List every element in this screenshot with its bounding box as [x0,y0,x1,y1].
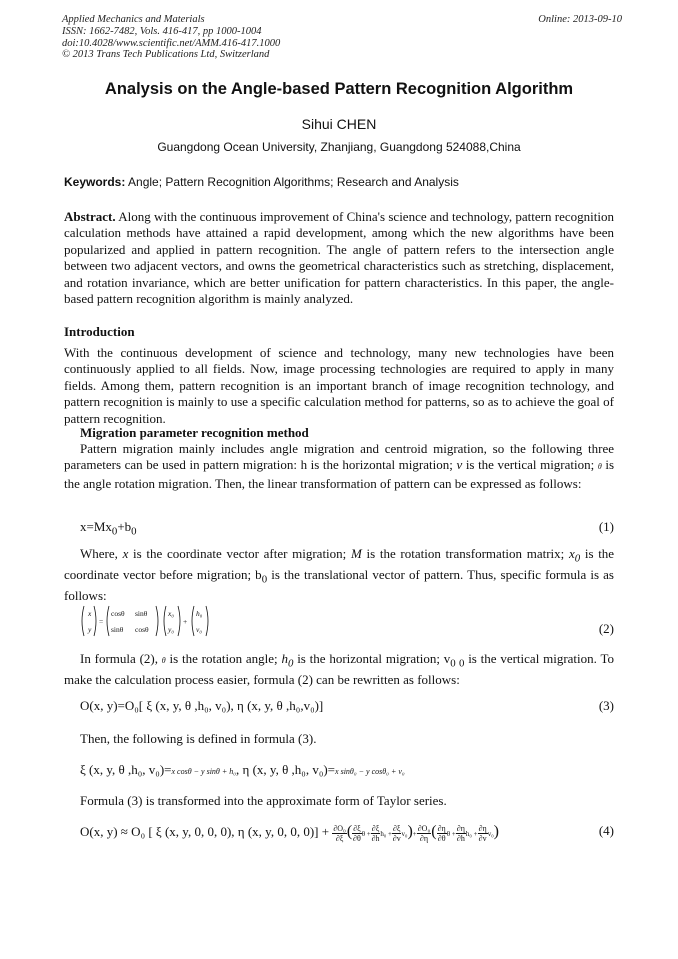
form2-v0-sub: 0 0 [450,657,465,670]
form2-h0: h [281,651,288,666]
paren-left-1 [82,606,84,636]
eq1-number: (1) [598,519,614,534]
paren-right-2 [156,606,158,636]
eqdef-eta: , η (x, y, θ ,h₀, v₀)= [236,762,336,777]
where-c: is the rotation transformation matrix; [366,546,565,561]
abstract-text: Along with the continuous improvement of China's science and technology, pattern recognition calculation methods have attained a rapid development, among which the new algorithms have been popularized and applied in pattern recognition. The angle of pattern refers to the intersection angle between two adjacent vectors, and owns the geometrical characteristics such as stretching, displacement, and rotation invariance, which are better unification for pattern characteristics. In this paper, the angle-based pattern recognition algorithm is mainly analyzed. [64,209,614,307]
taylor-sentence: Formula (3) is transformed into the approximate form of Taylor series. [80,793,447,808]
paper-title: Analysis on the Angle-based Pattern Recognition Algorithm [104,80,574,98]
eq2-h-top: h₀ [196,609,203,618]
paren-right-4 [206,606,208,636]
eq4-frac-dxi-dh: $\frac{\partial\xi}{\partial h}$ [371,823,380,843]
where-d: is the coordinate vector before migration; b [64,546,615,582]
eq4-frac-dxi-dv: $\frac{\partial\xi}{\partial v}$ [392,823,401,843]
eqdef-xi: ξ (x, y, θ ,h₀, v₀)= [80,762,172,777]
eq4-frac-dxi-dtheta: $\frac{\partial\xi}{\partial\theta}$ [353,823,361,843]
var-v: v [456,457,463,473]
eq1-sub: 0 [111,525,118,538]
eq1-sub2: 0 [131,525,137,538]
eq2-m22: cosθ [135,625,149,634]
eq4-paren-close-1: ) [407,823,413,840]
eqdef-eta-rhs: x sinθ₀ − y cosθ₀ + v₀ [335,767,405,776]
var-theta: θ [597,462,602,472]
eq2-m12: sinθ [135,609,148,618]
eq4-paren-open-2: ( [431,823,437,840]
eq4-paren-close-2: ) [493,823,499,840]
online-date: Online: 2013-09-10 [538,14,622,25]
eq4-frac-do-deta: $\frac{\text{∂O₀}}{\partial\eta}$ [417,823,431,843]
keywords [64,175,624,189]
eq2-matrix-svg [80,604,614,640]
author-name: Sihui CHEN [301,116,377,132]
abstract [64,209,614,307]
paren-left-2 [107,606,109,636]
issn-line: ISSN: 1662-7482, Vols. 416-417, pp 1000-1004 [62,25,262,37]
eq4-number: (4) [598,823,614,838]
migration-heading: Migration parameter recognition method [80,425,309,440]
form2-b: is the rotation angle; [169,651,278,666]
keywords-text: Angle; Pattern Recognition Algorithms; Research and Analysis [128,175,459,189]
intro-heading: Introduction [64,324,135,339]
definition-sentence: Then, the following is defined in formula (3). [80,731,317,746]
eq4-frac-deta-dv: $\frac{\partial\eta}{\partial v}$ [478,823,487,843]
eq1-lhs: x=Mx [80,519,112,534]
form2-a: In formula (2), [80,651,158,666]
eq4-paren-open-1: ( [346,823,353,840]
form2-d: is the vertical migration. To make the calculation process easier, formula (2) can be rewritten as follows: [64,651,614,687]
migration-text-a: Pattern migration mainly includes angle migration and centroid migration, so the following three parameters can be used in pattern migration: h is the horizontal migration; [64,441,614,473]
eq4-frac-deta-dtheta: $\frac{\partial\eta}{\partial\theta}$ [437,823,446,843]
eq3-number: (3) [598,698,614,713]
eq4-lhs: O(x, y) ≈ O₀ [ ξ (x, y, 0, 0, 0), η (x, y, 0, 0, 0)] + [80,824,330,839]
eqdef-xi-rhs: x cosθ − y sinθ + h₀ [171,767,237,776]
eq2-lhs-top: x [88,609,92,618]
keywords-label: Keywords: [64,175,126,189]
var-x0: x [568,546,575,561]
where-b: is the coordinate vector after migration; [133,546,347,561]
eq2-m21: sinθ [111,625,124,634]
var-m: M [350,546,362,561]
equation-4: O(x, y) ≈ O₀ [ ξ (x, y, 0, 0, 0), η (x, y, 0, 0, 0)] + $\frac{\text{∂O₀}}{\partial\xi}$ ( $\frac{\partial\xi}{\partial\theta}$ θ + $\frac{\partial\xi}{\partial h}$ h₀ + $\frac{\partial\xi}{\partial v}$ v₀)+ $\frac{\text{∂O₀}}{\partial\eta}$ ( $\frac{\partial\eta}{\partial\theta}$ θ + $\frac{\partial\eta}{\partial h}$ h₀ + $\frac{\partial\eta}{\partial v}$ v₀) (4) [80,823,614,843]
abstract-label: Abstract. [64,209,116,224]
paren-left-3 [164,606,166,636]
equation-3 [80,698,614,714]
migration-paragraph [64,441,614,492]
var-b0-sub: 0 [261,573,268,586]
doi-line[interactable]: doi:10.4028/www.scientific.net/AMM.416-417.1000 [62,37,281,49]
equation-def [80,762,614,778]
migration-text-c: is the angle rotation migration. Then, the linear transformation of pattern can be expressed as follows: [64,457,615,491]
eq1-plus: +b [117,519,132,534]
eq2-plus: + [183,617,188,626]
eq2-vec-bot: y₀ [168,625,174,634]
eq2-m11: cosθ [111,609,125,618]
form2-theta: θ [161,656,166,665]
equation-1 [80,519,614,538]
eq2-vec-top: x₀ [168,609,174,618]
equation-2 [80,604,614,640]
where-a: Where, [80,546,118,561]
where-paragraph [64,546,614,604]
var-x: x [122,546,129,561]
paren-left-4 [192,606,194,636]
journal-header [62,14,622,61]
formula2-paragraph [64,651,614,688]
eq4-frac-deta-dh: $\frac{\partial\eta}{\partial h}$ [456,823,465,843]
affiliation: Guangdong Ocean University, Zhanjiang, Guangdong 524088,China [157,140,521,154]
journal-name: Applied Mechanics and Materials [62,14,205,25]
form2-h0-sub: 0 [287,657,294,670]
eq4-frac-do-dxi: $\frac{\text{∂O₀}}{\partial\xi}$ [333,823,346,843]
intro-text: With the continuous development of science and technology, many new technologies have been continuously applied to all fields. Now, image processing technologies are required to apply in many fields. Among them, pattern recognition is an important branch of image recognition technology, and pattern recognition is mainly to use a specific calculation method for patterns, so as to achieve the goal of pattern recognition. [64,345,614,426]
eq2-lhs-bot: y [88,625,92,634]
copyright-line: © 2013 Trans Tech Publications Ltd, Switzerland [62,49,270,61]
migration-text-b: is the vertical migration; [465,457,595,473]
eq2-equals: = [99,617,104,626]
paren-right-3 [178,606,180,636]
eq3-expression: O(x, y)=O₀[ ξ (x, y, θ ,h₀, v₀), η (x, y, θ ,h₀,v₀)] [80,698,324,713]
var-x0-sub: 0 [574,552,581,565]
eq2-number: (2) [598,621,614,636]
form2-c: is the horizontal migration; v [297,651,451,666]
eq2-h-bot: v₀ [196,625,202,634]
paren-right-1 [94,606,96,636]
where-e: is the translational vector of pattern. Thus, specific formula is as follows: [64,567,614,603]
